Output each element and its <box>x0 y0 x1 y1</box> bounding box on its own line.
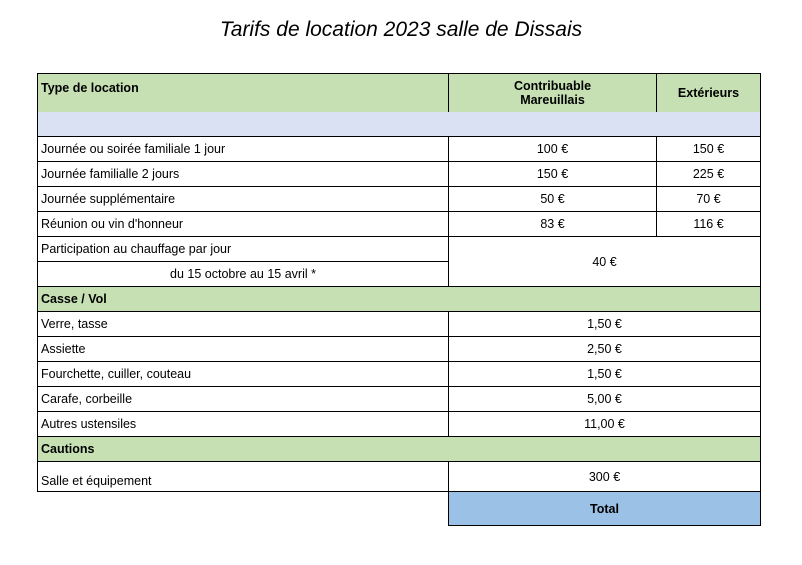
spacer-row <box>37 112 761 137</box>
price-value: 300 € <box>588 470 621 484</box>
casse-label-0 <box>37 311 449 337</box>
casse-label-2 <box>37 361 449 387</box>
price-value: 50 € <box>540 192 565 206</box>
location-label-0 <box>37 136 449 162</box>
price-value: 1,50 € <box>587 317 622 331</box>
chauffage-price <box>448 236 761 287</box>
location-label-2 <box>37 186 449 212</box>
price-value: 2,50 € <box>587 342 622 356</box>
header-exterieurs <box>656 73 761 113</box>
casse-price-2 <box>448 361 761 387</box>
casse-header-label: Casse / Vol <box>41 292 107 306</box>
casse-price-1 <box>448 336 761 362</box>
header-type <box>37 73 449 113</box>
location-contribuable-2 <box>448 186 657 212</box>
location-contribuable-1 <box>448 161 657 187</box>
location-exterieurs-3 <box>656 211 761 237</box>
location-label-1 <box>37 161 449 187</box>
price-value: 1,50 € <box>587 367 622 381</box>
price-value: 150 € <box>536 167 569 181</box>
cautions-label-text: Salle et équipement <box>41 474 152 488</box>
location-label-text: Journée supplémentaire <box>41 192 176 206</box>
price-value: 225 € <box>692 167 725 181</box>
casse-label-text: Carafe, corbeille <box>41 392 133 406</box>
cautions-header <box>37 436 761 462</box>
price-value: 11,00 € <box>584 417 625 431</box>
chauffage-line1 <box>37 236 449 262</box>
casse-price-4 <box>448 411 761 437</box>
cautions-header-label: Cautions <box>41 442 95 456</box>
cautions-price <box>448 461 761 492</box>
casse-header <box>37 286 761 312</box>
location-exterieurs-2 <box>656 186 761 212</box>
casse-label-text: Fourchette, cuiller, couteau <box>41 367 192 381</box>
price-value: 100 € <box>536 142 569 156</box>
location-label-text: Journée familialle 2 jours <box>41 167 180 181</box>
location-exterieurs-0 <box>656 136 761 162</box>
casse-label-1 <box>37 336 449 362</box>
total-cell <box>448 491 761 526</box>
location-label-text: Réunion ou vin d'honneur <box>41 217 184 231</box>
header-contribuable-line1: Contribuable <box>513 79 592 93</box>
casse-label-4 <box>37 411 449 437</box>
price-value: 5,00 € <box>587 392 622 406</box>
casse-price-3 <box>448 386 761 412</box>
header-type-label: Type de location <box>41 81 139 95</box>
price-value: 70 € <box>696 192 721 206</box>
price-value: 116 € <box>693 217 724 231</box>
casse-price-0 <box>448 311 761 337</box>
location-label-3 <box>37 211 449 237</box>
price-value: 40 € <box>592 254 617 269</box>
header-exterieurs-label: Extérieurs <box>677 86 740 100</box>
page-title: Tarifs de location 2023 salle de Dissais <box>219 18 583 41</box>
cautions-label <box>37 461 449 492</box>
casse-label-text: Verre, tasse <box>41 317 108 331</box>
location-contribuable-3 <box>448 211 657 237</box>
header-contribuable-line2: Mareuillais <box>520 93 585 107</box>
price-value: 150 € <box>692 142 725 156</box>
casse-label-text: Autres ustensiles <box>41 417 137 431</box>
header-contribuable <box>448 73 657 113</box>
location-contribuable-0 <box>448 136 657 162</box>
chauffage-line1-text: Participation au chauffage par jour <box>41 242 232 256</box>
location-label-text: Journée ou soirée familiale 1 jour <box>41 142 226 156</box>
total-label: Total <box>590 501 619 516</box>
location-exterieurs-1 <box>656 161 761 187</box>
chauffage-line2 <box>37 261 449 287</box>
casse-label-3 <box>37 386 449 412</box>
casse-label-text: Assiette <box>41 342 86 356</box>
chauffage-line2-text: du 15 octobre au 15 avril * <box>170 267 316 281</box>
price-value: 83 € <box>540 217 565 231</box>
